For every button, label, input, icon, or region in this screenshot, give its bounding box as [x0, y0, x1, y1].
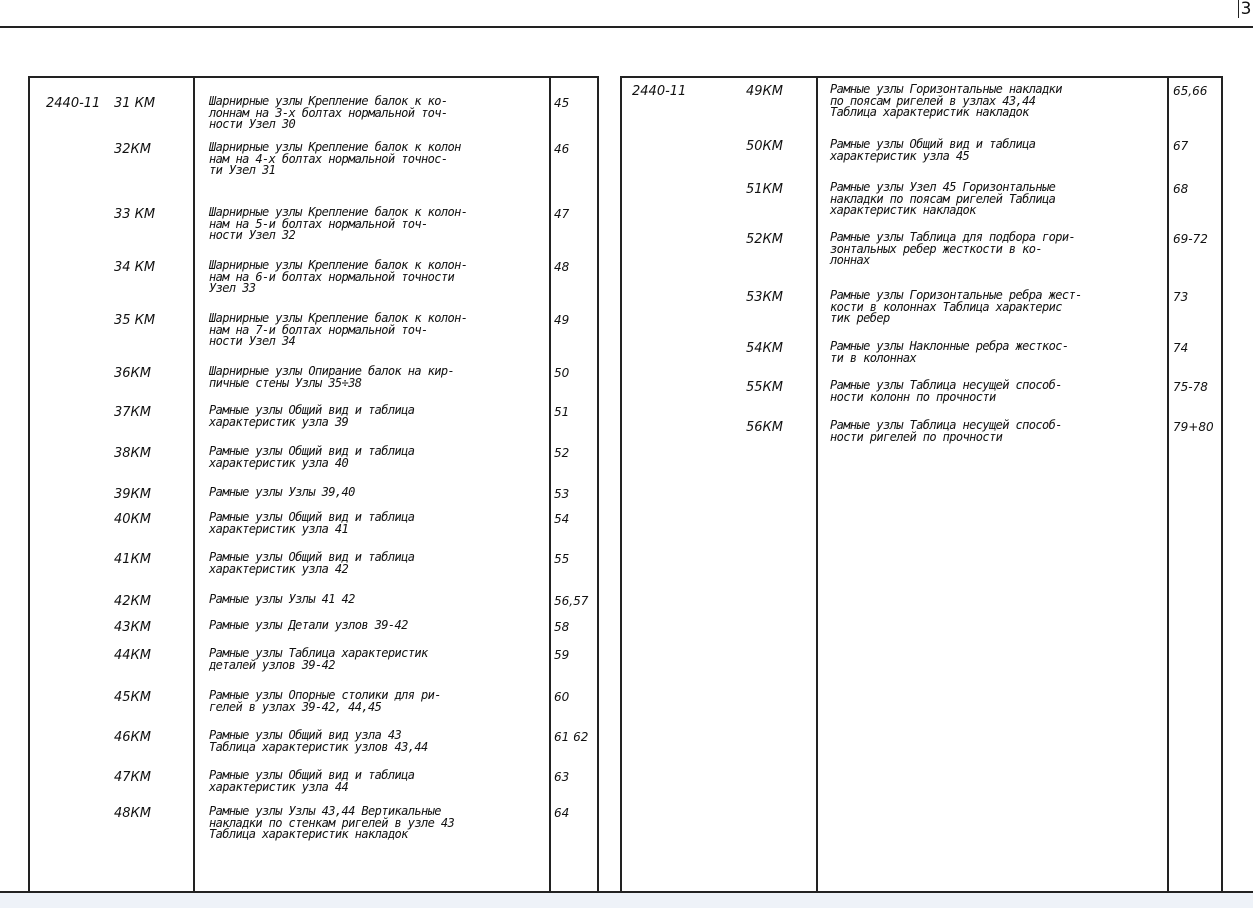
page-number: 51 [554, 405, 570, 419]
sheet-description: Рамные узлы Узлы 43,44 Вертикальные накладки по стенкам ригелей в узле 43 Таблица характеристик накладок [209, 804, 455, 841]
sheet-number: 32КМ [114, 142, 151, 157]
sheet-description: Рамные узлы Общий вид и таблица характеристик узла 44 [209, 768, 415, 794]
sheet-number: 31 КМ [114, 96, 156, 111]
sheet-number: 55КМ [746, 380, 783, 395]
page-number: 50 [554, 366, 570, 380]
page-number: 68 [1173, 182, 1189, 196]
sheet-description: Рамные узлы Общий вид и таблица характеристик узла 45 [830, 137, 1036, 163]
sheet-description: Шарнирные узлы Крепление балок к колон- нам на 5-и болтах нормальной точ- ности Узел 32 [209, 205, 468, 242]
left-table-left-border [28, 76, 30, 892]
bottom-band [0, 893, 1253, 908]
page-number: 79+80 [1173, 420, 1214, 434]
sheet-description: Рамные узлы Общий вид и таблица характеристик узла 39 [209, 403, 415, 429]
page-number: 60 [554, 690, 570, 704]
sheet-description: Рамные узлы Таблица несущей способ- ности ригелей по прочности [830, 418, 1062, 444]
sheet-description: Рамные узлы Общий вид и таблица характеристик узла 42 [209, 550, 415, 576]
sheet-description: Рамные узлы Общий вид и таблица характеристик узла 41 [209, 510, 415, 536]
sheet-description: Шарнирные узлы Опирание балок на кир- пичные стены Узлы 35÷38 [209, 364, 455, 390]
sheet-description: Рамные узлы Узлы 41 42 [209, 592, 355, 606]
page-number: 49 [554, 313, 570, 327]
sheet-description: Рамные узлы Детали узлов 39-42 [209, 618, 408, 632]
sheet-number: 37КМ [114, 405, 151, 420]
sheet-description: Рамные узлы Горизонтальные накладки по поясам ригелей в узлах 43,44 Таблица характеристик накладок [830, 82, 1062, 119]
left-table-top-border [28, 76, 599, 78]
left-table-col-divider [193, 76, 195, 892]
page-number: 55 [554, 552, 570, 566]
left-doc-code: 2440-11 [46, 96, 101, 111]
sheet-description: Рамные узлы Таблица характеристик деталей узлов 39-42 [209, 646, 428, 672]
sheet-description: Рамные узлы Наклонные ребра жесткос- ти в колоннах [830, 339, 1069, 365]
right-table-right-border [1221, 76, 1223, 892]
sheet-description: Шарнирные узлы Крепление балок к ко- лоннам на 3-х болтах нормальной точ- ности Узел 30 [209, 94, 448, 131]
sheet-number: 33 КМ [114, 207, 156, 222]
page-number: 61 62 [554, 730, 589, 744]
page-number: 65,66 [1173, 84, 1208, 98]
sheet-number: 35 КМ [114, 313, 156, 328]
page-number: 46 [554, 142, 570, 156]
right-table-top-border [620, 76, 1223, 78]
sheet-number: 56КМ [746, 420, 783, 435]
page-number: 73 [1173, 290, 1189, 304]
page-number: 63 [554, 770, 570, 784]
sheet-number: 43КМ [114, 620, 151, 635]
page-number: 59 [554, 648, 570, 662]
page-number: 69-72 [1173, 232, 1208, 246]
sheet-number: 51КМ [746, 182, 783, 197]
sheet-description: Рамные узлы Опорные столики для ри- гелей в узлах 39-42, 44,45 [209, 688, 441, 714]
sheet-description: Рамные узлы Узлы 39,40 [209, 485, 355, 499]
page-number: 58 [554, 620, 570, 634]
sheet-description: Рамные узлы Таблица несущей способ- ности колонн по прочности [830, 378, 1062, 404]
page-number: 53 [554, 487, 570, 501]
right-table-col-divider [816, 76, 818, 892]
sheet-number: 40КМ [114, 512, 151, 527]
sheet-description: Рамные узлы Общий вид и таблица характеристик узла 40 [209, 444, 415, 470]
sheet-number: 52КМ [746, 232, 783, 247]
sheet-description: Рамные узлы Узел 45 Горизонтальные накладки по поясам ригелей Таблица характеристик накладок [830, 180, 1056, 217]
sheet-number: 45КМ [114, 690, 151, 705]
sheet-number: 54КМ [746, 341, 783, 356]
sheet-number: 47КМ [114, 770, 151, 785]
page-number: 48 [554, 260, 570, 274]
page-number: 45 [554, 96, 570, 110]
sheet-number: 38КМ [114, 446, 151, 461]
sheet-number: 44КМ [114, 648, 151, 663]
sheet-description: Шарнирные узлы Крепление балок к колон нам на 4-х болтах нормальной точнос- ти Узел 31 [209, 140, 461, 177]
page-number: 64 [554, 806, 570, 820]
sheet-number: 46КМ [114, 730, 151, 745]
page-number: 74 [1173, 341, 1189, 355]
sheet-description: Шарнирные узлы Крепление балок к колон- нам на 6-и болтах нормальной точности Узел 33 [209, 258, 468, 295]
sheet-number: 48КМ [114, 806, 151, 821]
left-table-right-border [597, 76, 599, 892]
sheet-number: 39КМ [114, 487, 151, 502]
page-number: 54 [554, 512, 570, 526]
sheet-number: 50КМ [746, 139, 783, 154]
sheet-description: Рамные узлы Таблица для подбора гори- зонтальных ребер жесткости в ко- лоннах [830, 230, 1076, 267]
page-number: 52 [554, 446, 570, 460]
page-number: 47 [554, 207, 570, 221]
top-rule [0, 26, 1253, 28]
page-number: 75-78 [1173, 380, 1208, 394]
sheet-description: Рамные узлы Общий вид узла 43 Таблица характеристик узлов 43,44 [209, 728, 428, 754]
sheet-description: Рамные узлы Горизонтальные ребра жест- кости в колоннах Таблица характерис тик ребер [830, 288, 1082, 325]
right-table-page-divider [1167, 76, 1169, 892]
sheet-number: 34 КМ [114, 260, 156, 275]
page-number: 67 [1173, 139, 1189, 153]
sheet-corner-number: 3 [1238, 0, 1253, 18]
page-number: 56,57 [554, 594, 589, 608]
sheet-number: 41КМ [114, 552, 151, 567]
left-table-page-divider [549, 76, 551, 892]
sheet-number: 36КМ [114, 366, 151, 381]
sheet-description: Шарнирные узлы Крепление балок к колон- нам на 7-и болтах нормальной точ- ности Узел 34 [209, 311, 468, 348]
sheet-number: 53КМ [746, 290, 783, 305]
sheet-number: 42КМ [114, 594, 151, 609]
right-table-left-border [620, 76, 622, 892]
right-doc-code: 2440-11 [632, 84, 687, 99]
sheet-number: 49КМ [746, 84, 783, 99]
